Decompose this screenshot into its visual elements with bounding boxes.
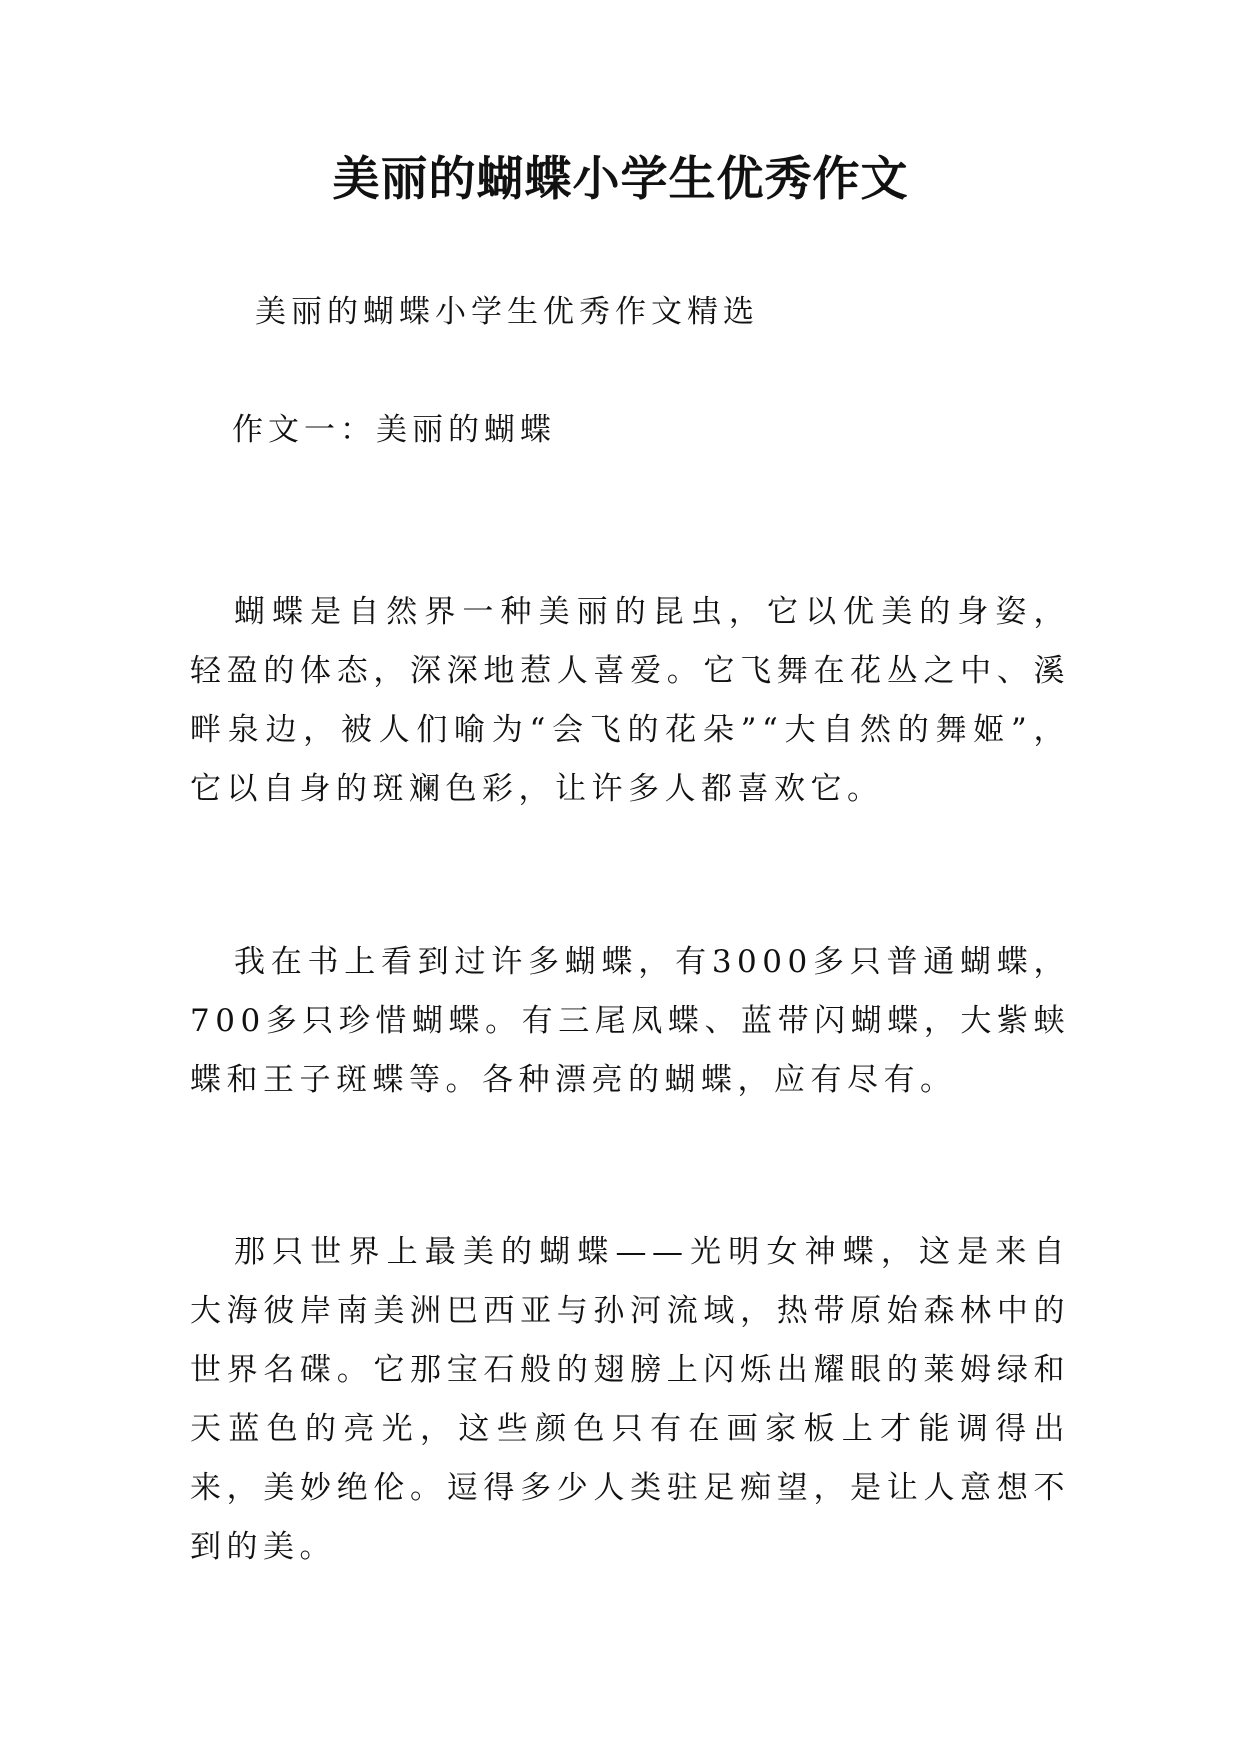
section-heading: 作文一：美丽的蝴蝶 [232, 412, 556, 448]
document-title: 美丽的蝴蝶小学生优秀作文 [332, 152, 909, 207]
paragraph-1: 蝴蝶是自然界一种美丽的昆虫，它以优美的身姿，轻盈的体态，深深地惹人喜爱。它飞舞在花丛之中、溪畔泉边，被人们喻为“会飞的花朵”“大自然的舞姬”，它以自身的斑斓色彩，让许多人都喜欢它。 [190, 594, 1070, 807]
paragraph-3: 那只世界上最美的蝴蝶——光明女神蝶，这是来自大海彼岸南美洲巴西亚与孙河流域，热带原始森林中的世界名碟。它那宝石般的翅膀上闪烁出耀眼的莱姆绿和天蓝色的亮光，这些颜色只有在画家板上才能调得出来，美妙绝伦。逗得多少人类驻足痴望，是让人意想不到的美。 [190, 1234, 1070, 1565]
document-subtitle: 美丽的蝴蝶小学生优秀作文精选 [255, 294, 759, 330]
paragraph-2: 我在书上看到过许多蝴蝶，有3000多只普通蝴蝶，700多只珍惜蝴蝶。有三尾凤蝶、蓝带闪蝴蝶，大紫蛱蝶和王子斑蝶等。各种漂亮的蝴蝶，应有尽有。 [190, 944, 1070, 1098]
